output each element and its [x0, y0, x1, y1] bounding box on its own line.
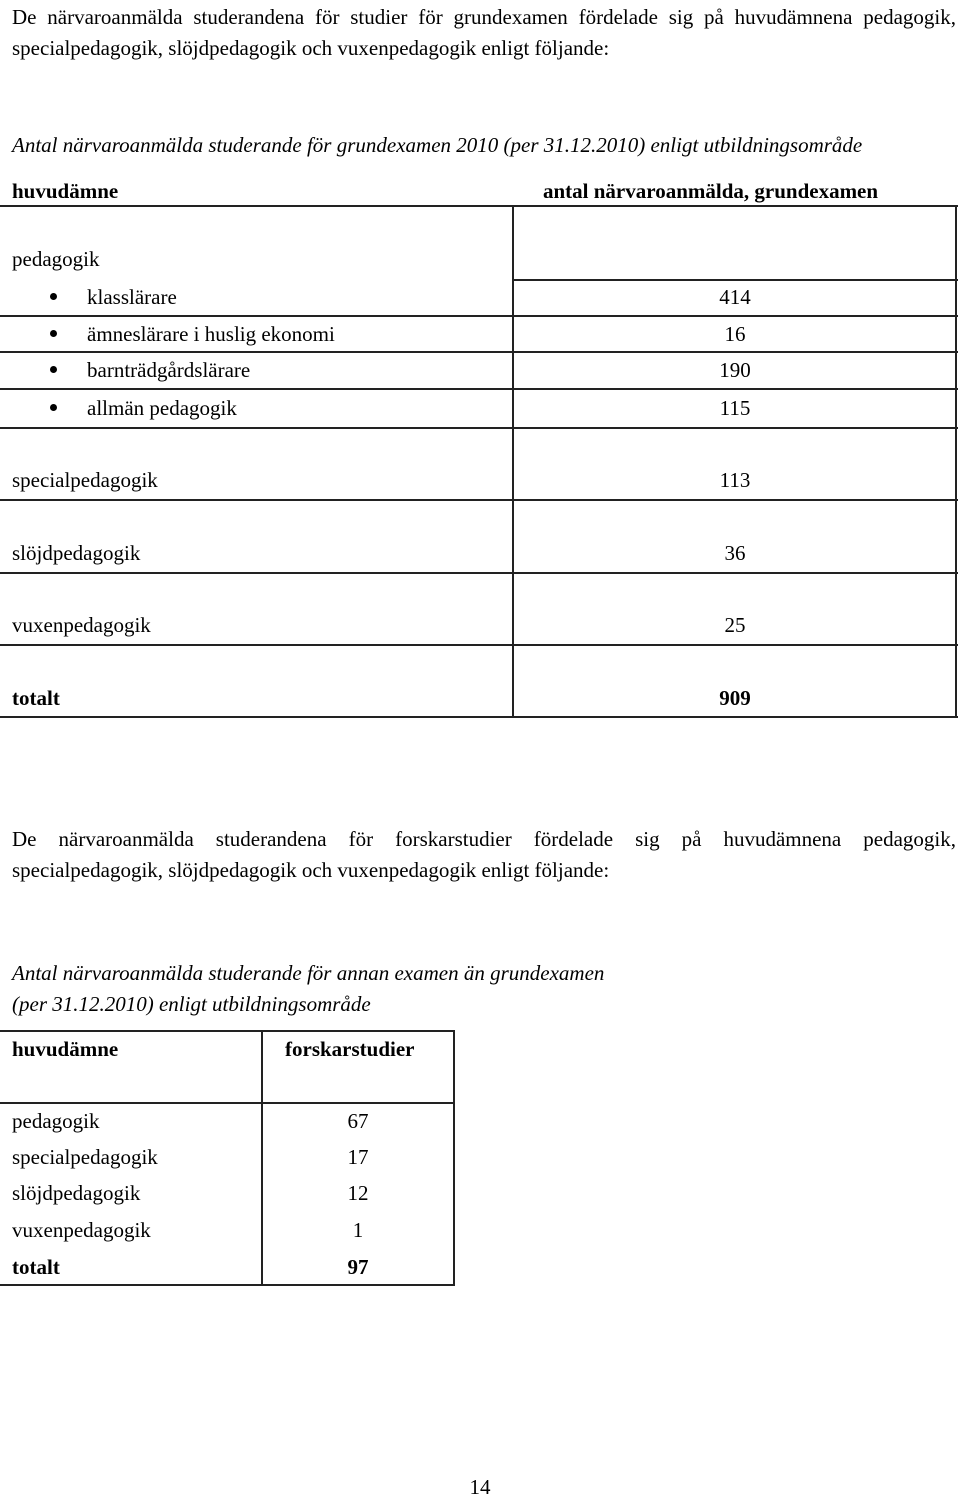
- row-label: klasslärare: [87, 285, 177, 309]
- bullet-icon: [50, 404, 57, 411]
- row-label: barnträdgårdslärare: [87, 358, 251, 382]
- row-value: 17: [347, 1145, 369, 1169]
- row-value: 115: [719, 396, 751, 420]
- row-value: 12: [347, 1181, 369, 1205]
- row-value: 414: [719, 285, 751, 309]
- row-value: 25: [724, 613, 746, 637]
- table2-caption-line1: Antal närvaroanmälda studerande för annan examen än grundexamen: [12, 961, 605, 985]
- intro-grundexamen: De närvaroanmälda studerandena för studier för grundexamen fördelade sig på huvudämnena pedagogik, specialpedagogik, slöjdpedagogik och vuxenpedagogik enligt följande:: [12, 5, 956, 60]
- row-label: specialpedagogik: [12, 1145, 158, 1169]
- bullet-icon: [50, 330, 57, 337]
- row-value: 113: [719, 468, 751, 492]
- row-label: slöjdpedagogik: [12, 541, 141, 565]
- row-value: 1: [352, 1218, 364, 1242]
- total-label: totalt: [12, 686, 60, 710]
- row-value: 16: [724, 322, 746, 346]
- row-label: ämneslärare i huslig ekonomi: [87, 322, 335, 346]
- total-value: 97: [347, 1255, 369, 1279]
- row-label: pedagogik: [12, 1109, 100, 1133]
- page-number: 14: [469, 1475, 491, 1499]
- row-value: 36: [724, 541, 746, 565]
- total-value: 909: [719, 686, 751, 710]
- table1-caption: Antal närvaroanmälda studerande för grundexamen 2010 (per 31.12.2010) enligt utbildningsområde: [12, 133, 863, 157]
- row-label: allmän pedagogik: [87, 396, 237, 420]
- row-value: 67: [347, 1109, 369, 1133]
- table1-header-subject: huvudämne: [12, 179, 119, 203]
- row-label: vuxenpedagogik: [12, 1218, 151, 1242]
- table2-header-subject: huvudämne: [12, 1037, 119, 1061]
- bullet-icon: [50, 366, 57, 373]
- bullet-icon: [50, 293, 57, 300]
- row-label: vuxenpedagogik: [12, 613, 151, 637]
- table2-header-count: forskarstudier: [285, 1037, 415, 1061]
- total-label: totalt: [12, 1255, 60, 1279]
- intro-forskarstudier: De närvaroanmälda studerandena för forskarstudier fördelade sig på huvudämnena pedagogik, specialpedagogik, slöjdpedagogik och vuxenpedagogik enligt följande:: [12, 827, 956, 882]
- table2-caption-line2: (per 31.12.2010) enligt utbildningsområde: [12, 992, 371, 1016]
- table1-header-count: antal närvaroanmälda, grundexamen: [543, 179, 879, 203]
- table1-group-pedagogik: pedagogik: [12, 247, 100, 271]
- row-label: specialpedagogik: [12, 468, 158, 492]
- row-label: slöjdpedagogik: [12, 1181, 141, 1205]
- row-value: 190: [719, 358, 751, 382]
